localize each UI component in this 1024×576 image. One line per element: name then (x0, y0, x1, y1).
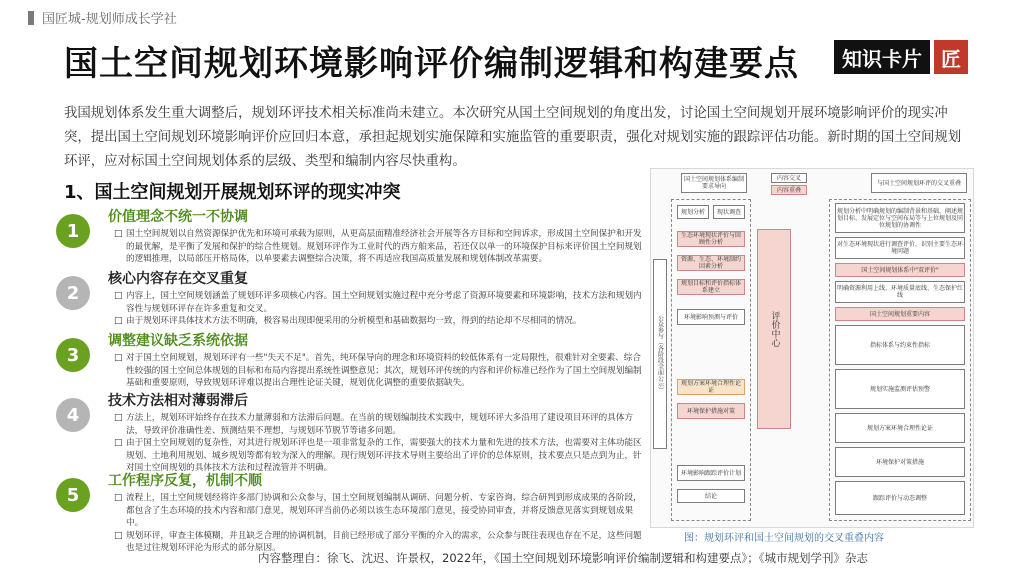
conflict-item-1 (52, 206, 642, 264)
overlap-box: 跟踪评价与动态调整 (835, 481, 965, 515)
flow-box: 规划目标和评价指标体系建立 (677, 279, 745, 295)
bullet-text: □ 内容上，国土空间规划涵盖了规划环评多项核心内容。国土空间规划实施过程中充分考虑了资源环境要素和环境影响，技术方法和规划内容性与规划环评存在许多重复和交叉。 (114, 290, 644, 315)
page-title: 国土空间规划环境影响评价编制逻辑和构建要点 (64, 44, 799, 84)
flow-box: 环境保护措施对策 (677, 403, 745, 419)
number-badge: 5 (56, 478, 90, 512)
item-heading: 调整建议缺乏系统依据 (108, 333, 248, 349)
number-badge: 1 (56, 214, 90, 248)
item-heading: 技术方法相对薄弱滞后 (108, 393, 248, 409)
flow-box: 规划方案环境合理性论证 (677, 379, 745, 395)
overlap-box: 指标体系与约束性指标 (835, 325, 965, 365)
flow-box: 生态环境现状评价与回顾性分析 (677, 231, 745, 247)
item-bullets (114, 228, 644, 266)
overlap-box: 环境保护对策措施 (835, 447, 965, 477)
bullet-text: □ 对于国土空间规划，规划环评有一些"失天不足"。首先，纯环保导向的理念和环境资料的较低体系有一定局限性，很难针对全要素、综合性较强的国土空间总体规划的目标和布局内容提出系统性调整意见；其次，规划环评传统的内容和评价标准已经作为了国土空间规划编制基础和重要原则，导致规划环评难以提出合理性论证关键，规划优化调整的重要依据缺失。 (114, 352, 644, 390)
flow-box: 环境影响预测与评价 (677, 309, 745, 325)
source-footer: 内容整理自：徐飞、沈迟、许景权，2022年，《国土空间规划环境影响评价编制逻辑和构建要点》；《城市规划学刊》杂志 (258, 551, 869, 565)
item-bullets (114, 290, 644, 328)
item-bullets (114, 412, 644, 475)
brand-header (28, 8, 177, 27)
overlap-box: 规划方案环境合理性论证 (835, 413, 965, 443)
bullet-text: □ 由于规划环评具体技术方法不明确，极容易出现即便采用的分析模型和基础数据均一致，得到的结论却不尽相同的情况。 (114, 315, 644, 328)
flow-box: 资源、生态、环境制约因素分析 (677, 255, 745, 271)
brand-bar (28, 11, 34, 25)
public-participation-label: 公众参与（各阶段全面公示） (653, 259, 667, 449)
item-bullets (114, 352, 644, 390)
legend-overlap: 内容重叠 (771, 185, 807, 195)
overlap-box: 明确资源利用上线、环境质量底线、生态保护红线 (835, 281, 965, 303)
intro-paragraph: 我国规划体系发生重大调整后，规划环评技术相关标准尚未建立。本次研究从国土空间规划的角度出发，讨论国土空间规划开展环境影响评价的现实冲突，提出国土空间规划环境影响评价应回归本意，承担起规划实施保障和实施监管的重要职责，强化对规划实施的跟踪评估功能。新时期的国土空间规划环评，应对标国土空间规划体系的层级、类型和编制内容尽快重构。 (64, 106, 962, 169)
flow-box: 规划分析 (677, 205, 709, 219)
section-title: 1、国土空间规划开展规划环评的现实冲突 (64, 182, 401, 203)
item-bullets (114, 492, 644, 555)
conflict-item-2 (52, 268, 642, 328)
bullet-text: □ 规划环评，审查主体模糊，并且缺乏合理的协调机制，目前已经形成了部分平衡的介入的需求，公众参与既往表现也存在不足，这些问题也是过往规划环评沦为形式的部分原因。 (114, 530, 644, 555)
left-header-box: 国土空间规划体系编制要求导向 (681, 173, 747, 193)
flow-box: 现状调查 (713, 205, 745, 219)
conflict-item-5 (52, 470, 642, 553)
brand-logo-icon: 匠 (934, 40, 968, 74)
overlap-diagram (650, 168, 974, 528)
item-heading: 价值理念不统一不协调 (108, 209, 248, 225)
figure-caption: 图：规划环评和国土空间规划的交叉重叠内容 (684, 533, 884, 544)
number-badge: 2 (56, 276, 90, 310)
number-badge: 4 (56, 398, 90, 432)
overlap-box: 规划分析中明确规划的编制背景和基础，阐述规划目标、发展定位与空间布局等与上位规划及同位规划的协调性 (835, 203, 965, 233)
center-label: 评价中心 (757, 229, 791, 429)
brand-name: 国匠城-规划师成长学社 (42, 12, 177, 27)
number-badge: 3 (56, 338, 90, 372)
overlap-box: 对生态环境现状进行调查评价，识别主要生态环境问题 (835, 237, 965, 259)
overlap-box: 国土空间规划重要内容 (835, 307, 965, 321)
item-heading: 工作程序反复，机制不顺 (108, 473, 262, 489)
bullet-text: □ 流程上，国土空间规划经将许多部门协调和公众参与，国土空间规划编制从调研、问题分析、专家咨询、综合研判到形成成果的各阶段，都包含了生态环境的技术内容和部门意见，规划环评当前仍必须以该生态环境部门意见，接受协同审查，并将反馈意见落实到规划成果中。 (114, 492, 644, 530)
bullet-text: □ 国土空间规划以自然资源保护优先和环境可承载为原则，从更高层面精准经济社会开展等各方目标和空间诉求，形成国土空间保护和开发的最优解，是平衡了发展和保护的综合性规划。规划环评作为工业时代的西方舶来品，若还仅以单一的环境保护目标来评价国土空间规划的逻辑推理，以局部压开格局体，以单要素去调整综合决策，将不再适应我国高质量发展和规划体制改革需要。 (114, 228, 644, 266)
bullet-text: □ 由于国土空间规划的复杂性，对其进行规划环评也是一项非常复杂的工作，需要强大的技术力量和先进的技术方法，也需要对主体功能区规划、土地利用规划、城乡规划等都有较为深入的理解。现行规划环评技术导则主要给出了评价的总体原则，技术要点只是点到为止，针对国土空间规划的具体技术方法和过程流管并不明确。 (114, 437, 644, 475)
knowledge-card-badge: 知识卡片 (834, 40, 930, 74)
legend-cross: 内容交叉 (771, 173, 807, 183)
conflict-item-3 (52, 330, 642, 388)
bullet-text: □ 方法上，规划环评始终存在技术力量薄弱和方法滞后问题。在当前的规划编制技术实践中，规划环评大多沿用了建设项目环评的具体方法，导致评价准确性差、预测结果不理想，与规划环节脱节等诸多问题。 (114, 412, 644, 437)
flow-box: 环境影响跟踪评价计划 (677, 465, 745, 481)
right-header-box: 与国土空间规划环评的交叉重叠 (871, 173, 967, 193)
overlap-box: 国土空间规划体系中"双评价" (835, 263, 965, 277)
conflict-item-4 (52, 390, 642, 473)
item-heading: 核心内容存在交叉重复 (108, 271, 248, 287)
overlap-box: 规划实施监测评估预警 (835, 369, 965, 409)
flow-box: 结论 (677, 489, 745, 503)
